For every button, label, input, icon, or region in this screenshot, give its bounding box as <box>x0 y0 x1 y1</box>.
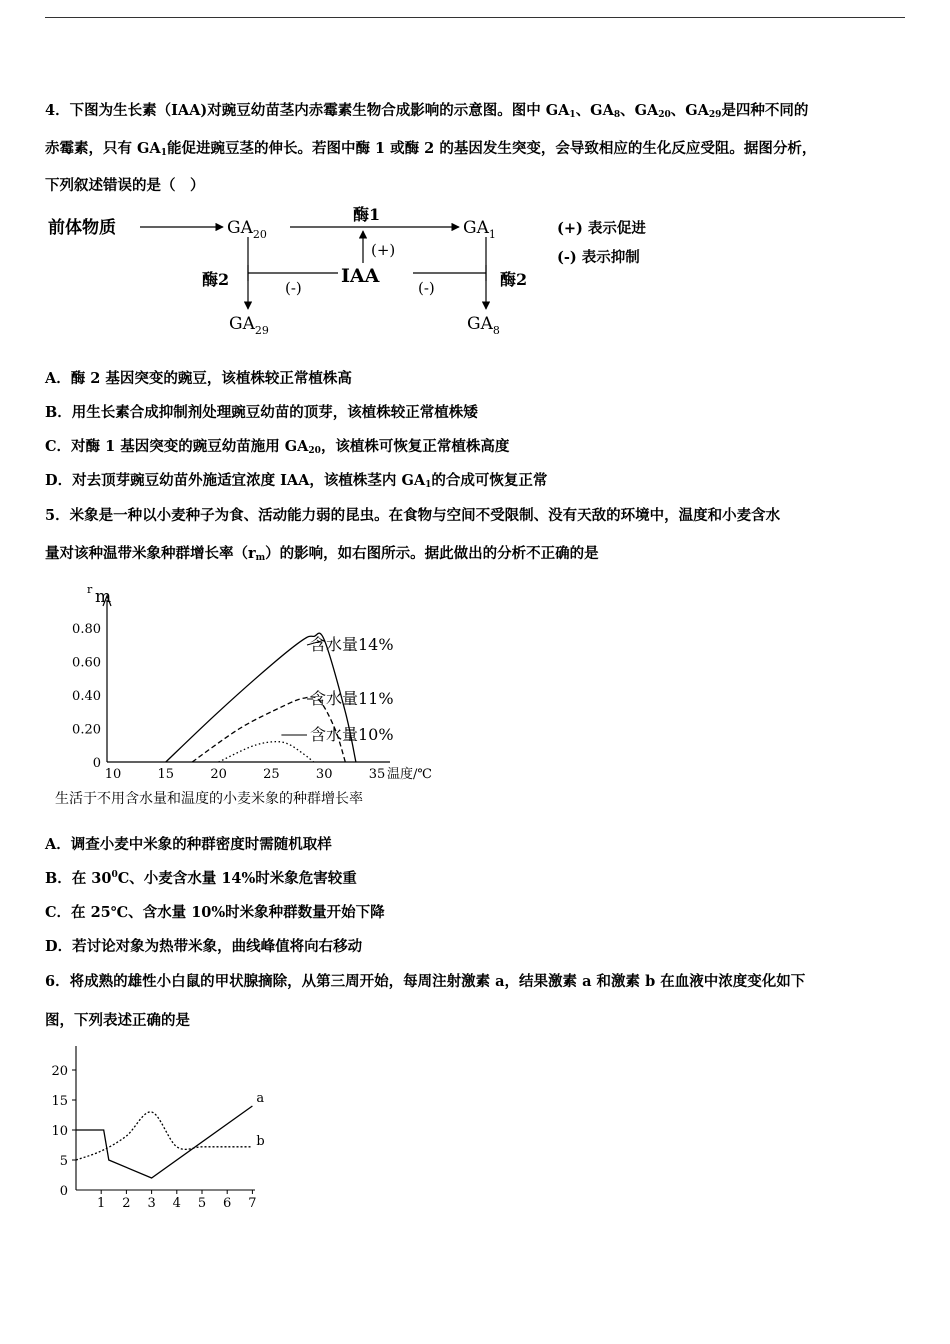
q4-option-b: B．用生长素合成抑制剂处理豌豆幼苗的顶芽，该植株较正常植株矮 <box>45 404 478 421</box>
series-label-3: 含水量10% <box>310 725 394 744</box>
q4-option-a: A．酶 2 基因突变的豌豆，该植株较正常植株高 <box>45 370 352 387</box>
q5-stem-line2: 量对该种温带米象种群增长率$(r_m)$的影响，如右图所示。据此做出的分析不正确的是 <box>45 545 599 563</box>
series-label-1: 含水量14% <box>310 635 394 654</box>
precursor-label: 前体物质 <box>48 218 116 238</box>
q4-stem-line1: 4．下图为生长素（IAA)对豌豆幼苗茎内赤霉素生物合成影响的示意图。图中 $GA_1$、$GA_8$、$GA_{20}$、$GA_{29}$是四种不同的 <box>45 102 809 120</box>
q5-option-b: B．在 $30^0C$、小麦含水量 14%时米象危害较重 <box>45 870 357 887</box>
y-label-m: m <box>95 587 112 607</box>
x-tick-label: 25 <box>263 767 280 782</box>
series-line-3 <box>219 742 314 762</box>
enzyme1-label: 酶1 <box>353 205 381 224</box>
series-line-b <box>76 1112 252 1160</box>
x-axis-label: 温度/℃ <box>387 767 432 782</box>
x-tick-label: 30 <box>315 767 333 782</box>
plus-sign: (+) <box>371 241 396 259</box>
x-tick-label: 1 <box>97 1196 106 1211</box>
x-tick-label: 15 <box>157 767 175 782</box>
legend-plus: (+) 表示促进 <box>557 220 646 237</box>
ga29-label: $GA_{29}$ <box>229 314 269 337</box>
ga20-label: $GA_{20}$ <box>227 218 267 241</box>
x-tick-label: 6 <box>223 1196 232 1211</box>
q6-stem-line2: 图，下列表述正确的是 <box>45 1012 190 1029</box>
x-tick-label: 7 <box>248 1196 257 1211</box>
ga8-label: $GA_8$ <box>467 314 500 337</box>
q4-option-d: D．对去顶芽豌豆幼苗外施适宜浓度 IAA，该植株茎内 $GA_1$的合成可恢复正常 <box>45 472 548 490</box>
y-tick-label: 0 <box>59 1184 68 1199</box>
x-tick-label: 2 <box>122 1196 131 1211</box>
y-tick-label: 0.20 <box>72 722 101 738</box>
y-tick-label: 10 <box>51 1124 68 1139</box>
q5-stem-line1: 5．米象是一种以小麦种子为食、活动能力弱的昆虫。在食物与空间不受限制、没有天敌的环境中，温度和小麦含水 <box>45 507 781 524</box>
series-label-b: b <box>256 1133 265 1149</box>
q4-stem-line3: 下列叙述错误的是（ ） <box>45 177 205 194</box>
minus-right: (-) <box>418 279 435 297</box>
y-tick-label: 15 <box>51 1094 68 1109</box>
q5-option-d: D．若讨论对象为热带米象，曲线峰值将向右移动 <box>45 938 363 955</box>
x-tick-label: 10 <box>104 767 122 782</box>
y-tick-label: 20 <box>51 1064 68 1079</box>
x-tick-label: 4 <box>172 1196 181 1211</box>
q4-option-c: C．对酶 1 基因突变的豌豆幼苗施用 $GA_{20}$，该植株可恢复正常植株高度 <box>45 438 510 456</box>
x-tick-label: 35 <box>368 767 386 782</box>
q5-option-a: A．调查小麦中米象的种群密度时需随机取样 <box>45 836 332 853</box>
y-tick-label: 0 <box>92 756 101 771</box>
hormone-concentration-chart <box>45 1040 285 1215</box>
chart-caption: 生活于不用含水量和温度的小麦米象的种群增长率 <box>55 791 363 807</box>
ga-pathway-diagram <box>45 205 705 345</box>
y-tick-label: 0.60 <box>72 655 101 671</box>
iaa-label: IAA <box>341 265 380 287</box>
header-rule <box>45 17 905 18</box>
x-tick-label: 3 <box>147 1196 156 1211</box>
y-tick-label: 5 <box>59 1154 68 1169</box>
q5-option-c: C．在 25℃、含水量 10%时米象种群数量开始下降 <box>45 904 385 921</box>
legend-minus: (-) 表示抑制 <box>557 249 640 266</box>
rice-weevil-growth-chart <box>45 578 465 813</box>
y-tick-label: 0.80 <box>72 622 101 637</box>
ga1-label: $GA_1$ <box>463 218 496 241</box>
series-label-2: 含水量11% <box>310 689 394 708</box>
enzyme2-right-label: 酶2 <box>500 270 528 289</box>
series-line-a <box>76 1106 252 1178</box>
q6-stem-line1: 6．将成熟的雄性小白鼠的甲状腺摘除，从第三周开始，每周注射激素 a，结果激素 a 和激素 b 在血液中浓度变化如下 <box>45 973 806 990</box>
series-label-a: a <box>256 1091 265 1106</box>
y-tick-label: 0.40 <box>72 689 101 704</box>
x-tick-label: 20 <box>210 767 227 782</box>
y-label-r: r <box>87 583 93 596</box>
minus-left: (-) <box>285 279 302 297</box>
enzyme2-left-label: 酶2 <box>202 270 230 289</box>
x-tick-label: 5 <box>197 1196 207 1211</box>
q4-stem-line2: 赤霉素，只有 $GA_1$能促进豌豆茎的伸长。若图中酶 1 或酶 2 的基因发生突变，会导致相应的生化反应受阻。据图分析， <box>45 140 817 158</box>
